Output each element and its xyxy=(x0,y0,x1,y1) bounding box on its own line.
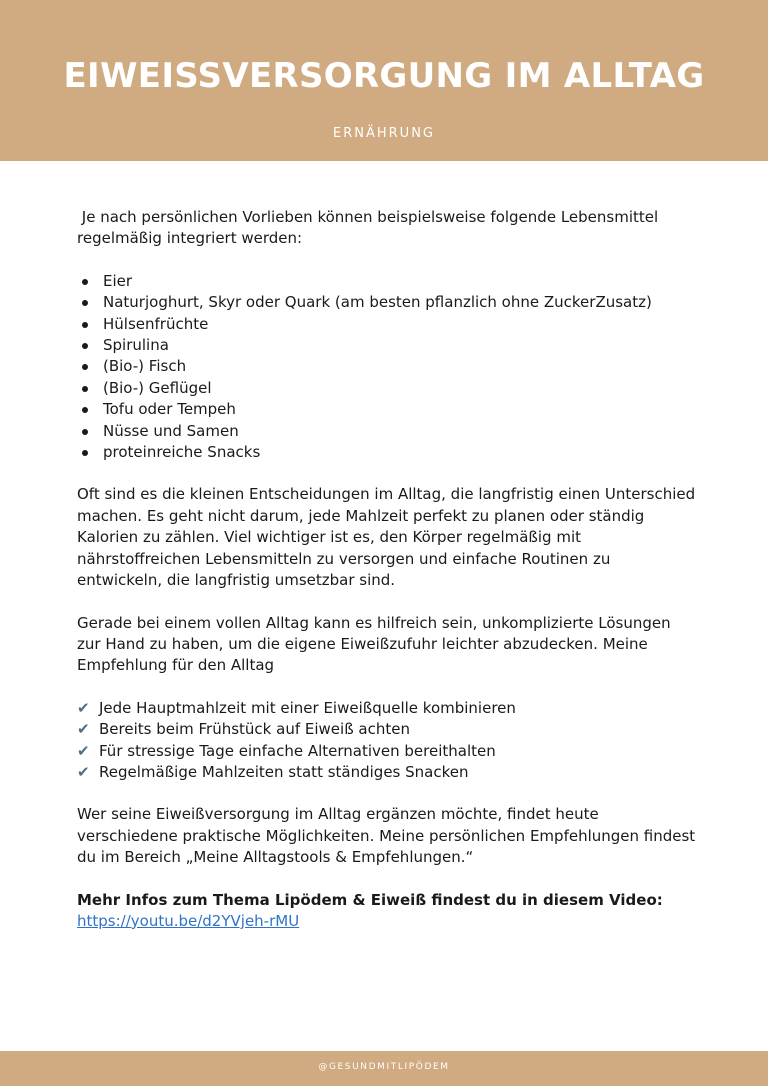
list-item: Naturjoghurt, Skyr oder Quark (am besten pflanzlich ohne ZuckerZusatz) xyxy=(103,292,697,313)
bullet-icon xyxy=(82,450,88,456)
intro-paragraph: Je nach persönlichen Vorlieben können beispielsweise folgende Lebensmittel regelmäßig integriert werden: xyxy=(77,208,663,248)
bullet-icon xyxy=(82,386,88,392)
page-title: EIWEISSVERSORGUNG IM ALLTAG xyxy=(63,56,705,96)
list-item: Nüsse und Samen xyxy=(103,421,697,442)
footer-band xyxy=(0,1051,768,1086)
paragraph-tools: Wer seine Eiweißversorgung im Alltag ergänzen möchte, findet heute verschiedene praktische Möglichkeiten. Meine persönlichen Empfehlungen findest du im Bereich „Meine Alltagstools & Empfehlungen.“ xyxy=(77,805,696,867)
check-mark-icon: ✔ xyxy=(77,720,90,739)
list-item: Tofu oder Tempeh xyxy=(103,399,697,420)
list-item: ✔ Bereits beim Frühstück auf Eiweiß achten xyxy=(77,719,697,740)
bullet-icon xyxy=(82,300,88,306)
page-subtitle: ERNÄHRUNG xyxy=(333,126,435,141)
check-mark-icon: ✔ xyxy=(77,698,90,717)
food-list xyxy=(77,271,697,464)
footer-handle: @GESUNDMITLIPÖDEM xyxy=(318,1062,450,1072)
bullet-icon xyxy=(82,429,88,435)
check-mark-icon: ✔ xyxy=(77,741,90,760)
header-band xyxy=(0,0,768,161)
video-link[interactable]: https://youtu.be/d2YVjeh-rMU xyxy=(77,911,300,930)
video-heading: Mehr Infos zum Thema Lipödem & Eiweiß findest du in diesem Video: xyxy=(77,890,663,909)
list-item: ✔ Jede Hauptmahlzeit mit einer Eiweißquelle kombinieren xyxy=(77,698,697,719)
list-item: Eier xyxy=(103,271,697,292)
article-body xyxy=(77,207,697,932)
paragraph-recommendation: Gerade bei einem vollen Alltag kann es hilfreich sein, unkomplizierte Lösungen zur Hand zu haben, um die eigene Eiweißzufuhr leichter abzudecken. Meine Empfehlung für den Alltag xyxy=(77,613,671,675)
bullet-icon xyxy=(82,343,88,349)
list-item: ✔ Für stressige Tage einfache Alternativen bereithalten xyxy=(77,741,697,762)
list-item: Spirulina xyxy=(103,335,697,356)
tips-list xyxy=(77,698,697,784)
list-item: (Bio-) Geflügel xyxy=(103,378,697,399)
list-item: proteinreiche Snacks xyxy=(103,442,697,463)
list-item: ✔ Regelmäßige Mahlzeiten statt ständiges Snacken xyxy=(77,762,697,783)
bullet-icon xyxy=(82,407,88,413)
bullet-icon xyxy=(82,279,88,285)
paragraph-routine: Oft sind es die kleinen Entscheidungen im Alltag, die langfristig einen Unterschied machen. Es geht nicht darum, jede Mahlzeit perfekt zu planen oder ständig Kalorien zu zählen. Viel wichtiger ist es, den Körper regelmäßig mit nährstoffreichen Lebensmitteln zu versorgen und einfache Routinen zu entwickeln, die langfristig umsetzbar sind. xyxy=(77,485,696,590)
bullet-icon xyxy=(82,322,88,328)
list-item: (Bio-) Fisch xyxy=(103,356,697,377)
check-mark-icon: ✔ xyxy=(77,762,90,781)
bullet-icon xyxy=(82,364,88,370)
list-item: Hülsenfrüchte xyxy=(103,314,697,335)
